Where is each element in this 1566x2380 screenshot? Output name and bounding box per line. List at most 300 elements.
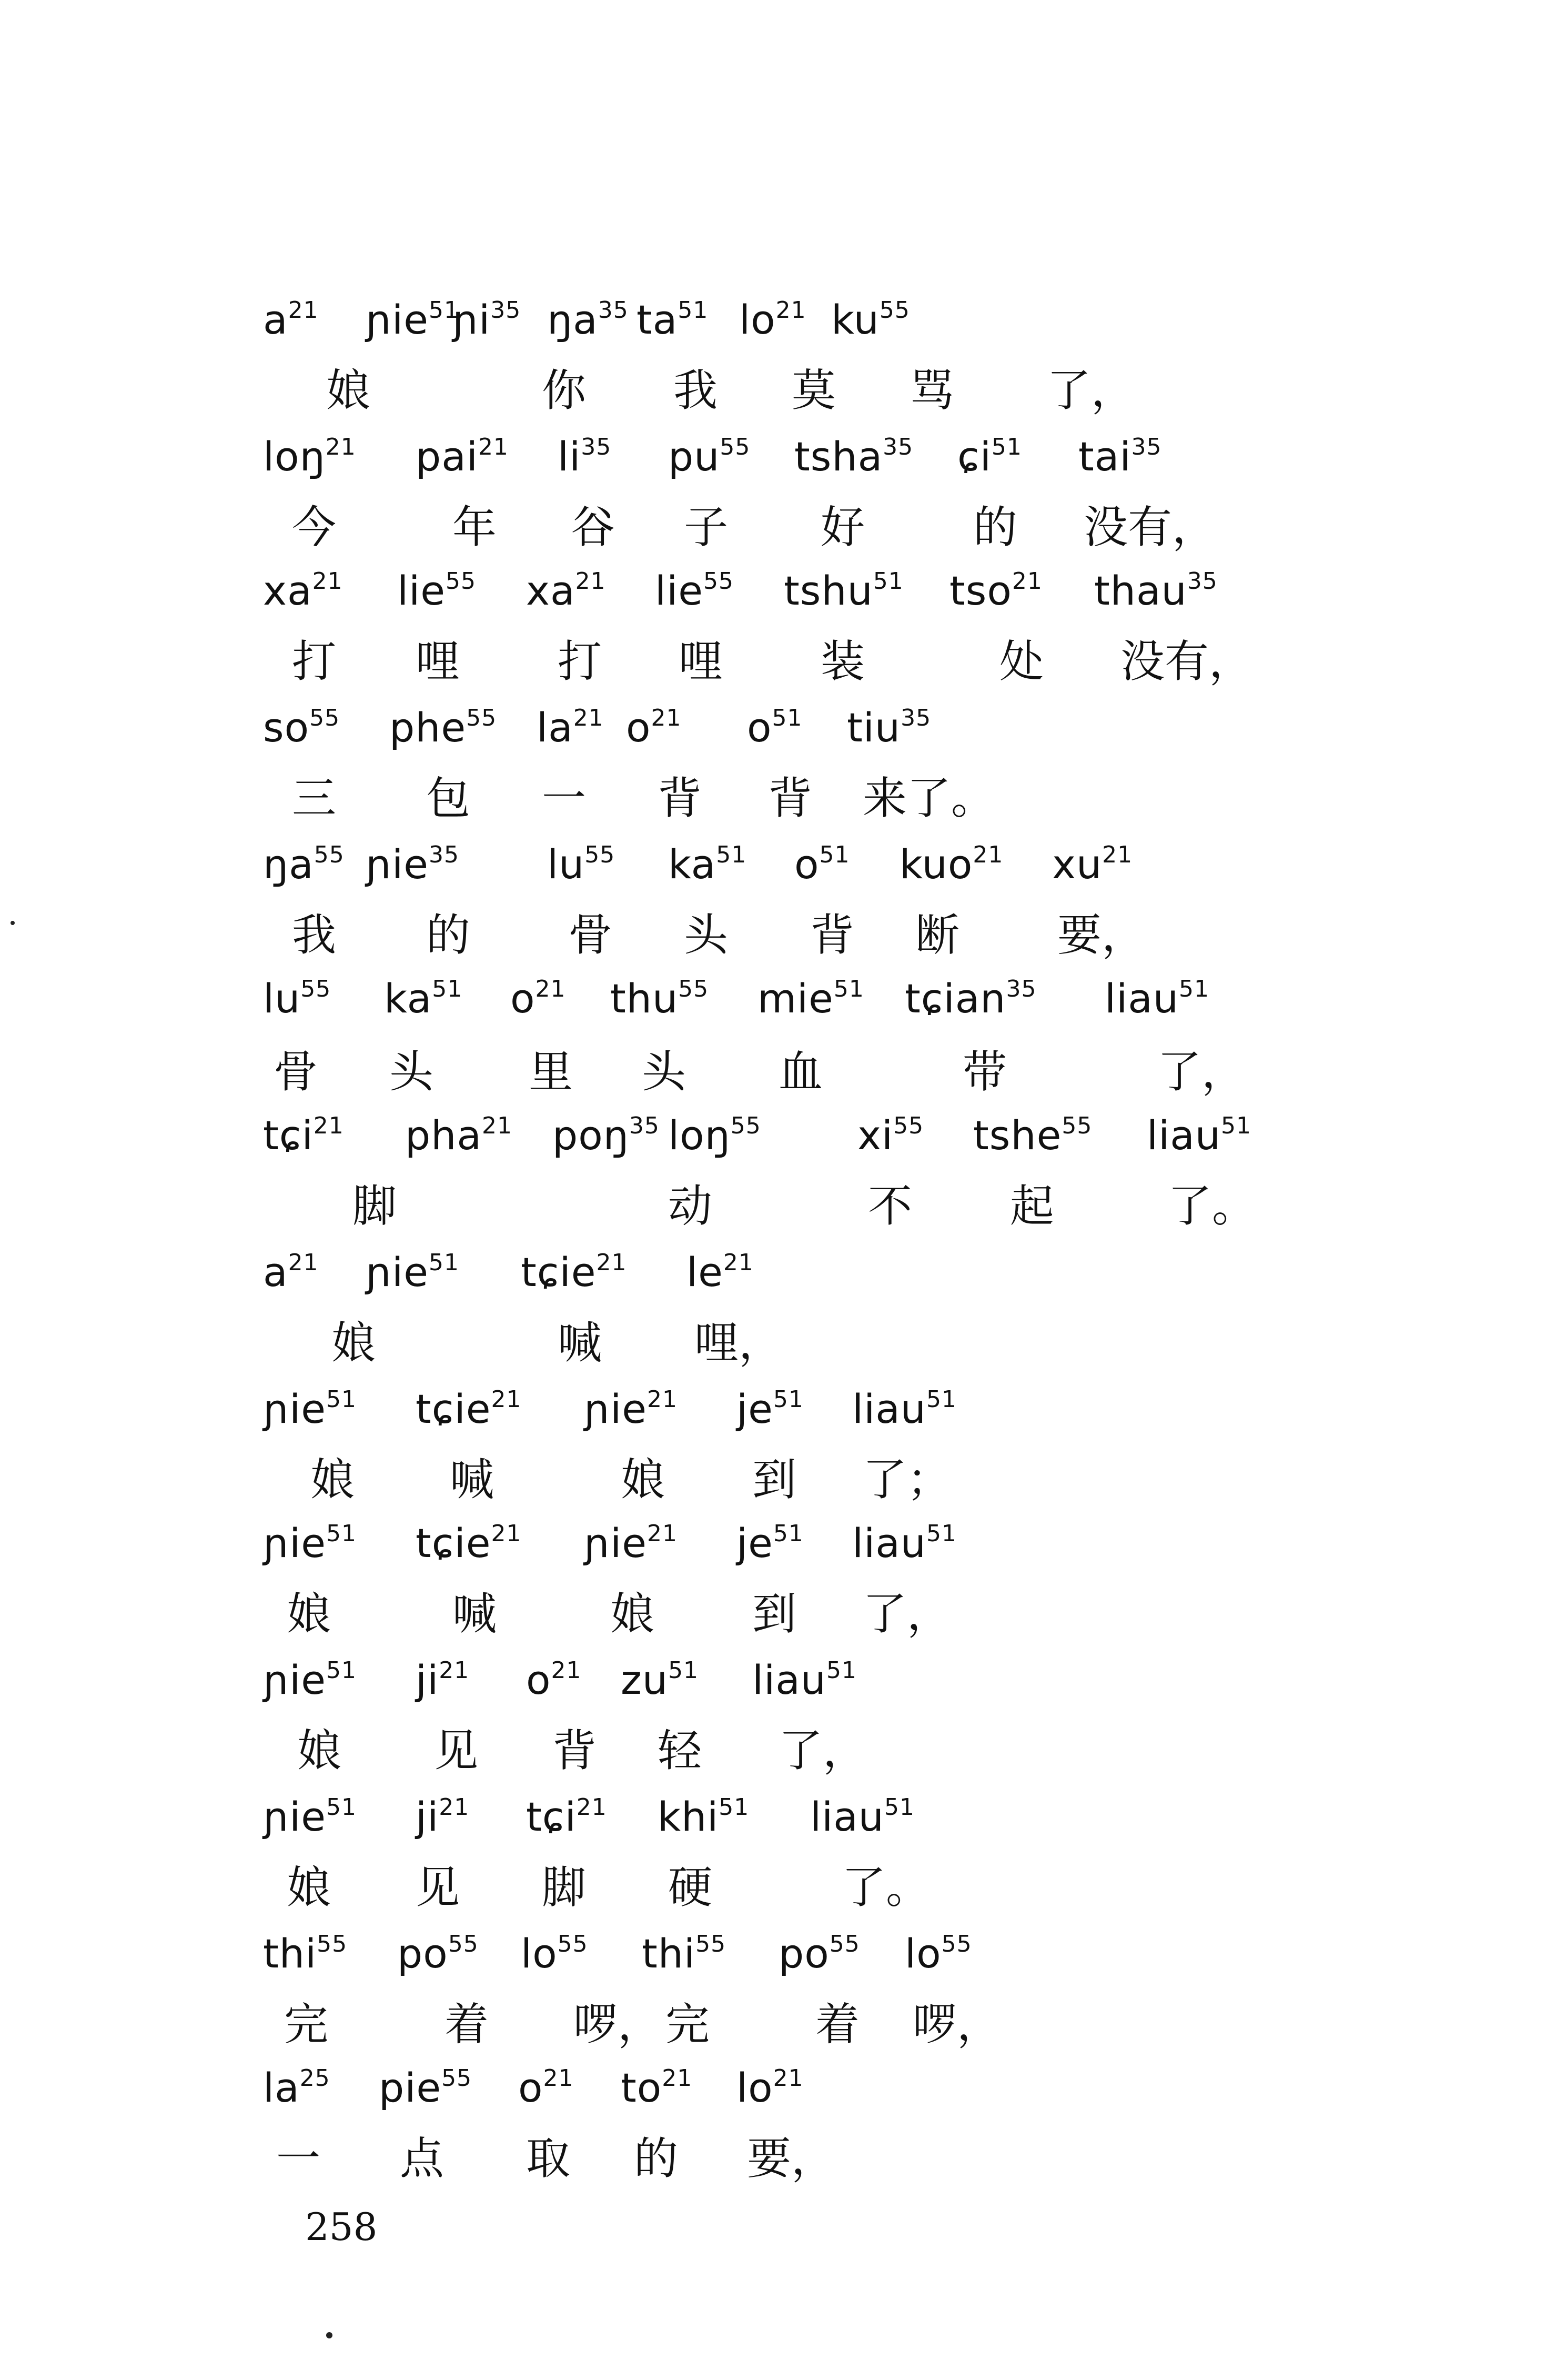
token-text: ɲie bbox=[263, 1793, 326, 1840]
gloss-character bbox=[1084, 501, 1217, 553]
syllable bbox=[655, 567, 734, 614]
gloss-character bbox=[389, 1046, 434, 1098]
syllable bbox=[584, 1520, 678, 1566]
gloss-character bbox=[1057, 909, 1146, 961]
gloss-character bbox=[913, 1999, 1002, 2050]
token-text: 打 bbox=[292, 636, 337, 687]
syllable bbox=[636, 296, 709, 343]
tone-number: 51 bbox=[819, 841, 850, 868]
token-text: 喊 bbox=[452, 1588, 497, 1640]
gloss-character bbox=[310, 1454, 355, 1505]
token-text: 脚 bbox=[542, 1862, 587, 1913]
tone-number: 55 bbox=[300, 976, 331, 1002]
page-number: 258 bbox=[305, 2205, 378, 2249]
tone-number: 51 bbox=[991, 434, 1022, 460]
tone-number: 51 bbox=[1178, 976, 1209, 1002]
gloss-character bbox=[863, 1588, 952, 1640]
token-text: 娘 bbox=[331, 1317, 376, 1369]
syllable bbox=[668, 433, 751, 480]
token-text: pie bbox=[379, 2064, 442, 2111]
gloss-character bbox=[292, 636, 337, 687]
token-text: 点 bbox=[400, 2133, 444, 2184]
tone-number: 35 bbox=[490, 297, 521, 324]
token-text: loŋ bbox=[263, 433, 326, 480]
syllable bbox=[1147, 1112, 1251, 1159]
token-text: ɕi bbox=[957, 433, 992, 480]
syllable bbox=[366, 841, 459, 888]
syllable bbox=[547, 296, 629, 343]
gloss-character bbox=[863, 772, 996, 824]
token-text: tshu bbox=[784, 567, 873, 614]
token-text: 娘 bbox=[297, 1725, 342, 1776]
syllable bbox=[747, 704, 803, 751]
token-text: 到 bbox=[752, 1588, 797, 1640]
gloss-character bbox=[1168, 1180, 1257, 1232]
syllable bbox=[416, 1520, 522, 1566]
gloss-character bbox=[1157, 1046, 1246, 1098]
tone-number: 21 bbox=[1102, 841, 1133, 868]
gloss-character bbox=[634, 2133, 679, 2184]
syllable bbox=[905, 1930, 972, 1977]
token-text: xu bbox=[1052, 841, 1103, 888]
tone-number: 21 bbox=[288, 297, 319, 324]
token-text: 一 bbox=[542, 772, 587, 824]
tone-number: 55 bbox=[1062, 1112, 1093, 1139]
tone-number: 55 bbox=[584, 841, 615, 868]
tone-number: 55 bbox=[730, 1112, 761, 1139]
tone-number: 51 bbox=[873, 568, 904, 595]
token-text: 啰， bbox=[573, 1999, 662, 2050]
tone-number: 35 bbox=[1006, 976, 1037, 1002]
gloss-character bbox=[292, 772, 337, 824]
tone-number: 21 bbox=[551, 1657, 582, 1684]
syllable bbox=[263, 1112, 344, 1159]
syllable bbox=[957, 433, 1022, 480]
gloss-character bbox=[558, 1317, 602, 1369]
chinese-gloss-line bbox=[0, 2133, 1566, 2226]
token-text: ji bbox=[416, 1656, 439, 1703]
syllable bbox=[366, 1249, 459, 1296]
syllable bbox=[397, 567, 476, 614]
tone-number: 21 bbox=[576, 1794, 607, 1821]
tone-number: 55 bbox=[879, 297, 910, 324]
token-text: 没有， bbox=[1120, 636, 1254, 687]
gloss-character bbox=[1120, 636, 1254, 687]
token-text: 背 bbox=[658, 772, 702, 824]
gloss-character bbox=[542, 365, 587, 416]
tone-number: 35 bbox=[883, 434, 914, 460]
token-text: tɕie bbox=[416, 1520, 491, 1566]
gloss-character bbox=[297, 1725, 342, 1776]
syllable bbox=[526, 1793, 607, 1840]
token-text: tɕi bbox=[526, 1793, 577, 1840]
token-text: le bbox=[686, 1249, 723, 1296]
gloss-character bbox=[287, 1862, 331, 1913]
syllable bbox=[263, 433, 356, 480]
token-text: 背 bbox=[810, 909, 855, 961]
gloss-character bbox=[284, 1999, 329, 2050]
syllable bbox=[405, 1112, 512, 1159]
token-text: 了。 bbox=[1168, 1180, 1257, 1232]
tone-number: 35 bbox=[629, 1112, 660, 1139]
tone-number: 21 bbox=[439, 1794, 470, 1821]
token-text: je bbox=[736, 1520, 773, 1566]
syllable bbox=[736, 1385, 804, 1432]
tone-number: 51 bbox=[884, 1794, 915, 1821]
tone-number: 51 bbox=[833, 976, 864, 1002]
syllable bbox=[779, 1930, 860, 1977]
syllable bbox=[794, 841, 850, 888]
syllable bbox=[416, 1793, 470, 1840]
token-text: 娘 bbox=[287, 1588, 331, 1640]
tone-number: 35 bbox=[901, 705, 932, 731]
gloss-character bbox=[779, 1725, 867, 1776]
tone-number: 51 bbox=[326, 1520, 357, 1547]
token-text: liau bbox=[1147, 1112, 1221, 1159]
token-text: po bbox=[397, 1930, 448, 1977]
token-text: 见 bbox=[434, 1725, 479, 1776]
gloss-character bbox=[610, 1588, 655, 1640]
token-text: thi bbox=[642, 1930, 696, 1977]
tone-number: 35 bbox=[1131, 434, 1162, 460]
token-text: lo bbox=[905, 1930, 942, 1977]
syllable bbox=[263, 1249, 319, 1296]
token-text: o bbox=[526, 1656, 551, 1703]
tone-number: 51 bbox=[719, 1794, 750, 1821]
token-text: la bbox=[263, 2064, 300, 2111]
tone-number: 35 bbox=[1187, 568, 1218, 595]
token-text: 娘 bbox=[310, 1454, 355, 1505]
token-text: lie bbox=[397, 567, 446, 614]
token-text: tɕian bbox=[905, 975, 1006, 1022]
scan-speck bbox=[11, 921, 15, 925]
gloss-character bbox=[658, 772, 702, 824]
token-text: ɲie bbox=[263, 1520, 326, 1566]
tone-number: 51 bbox=[428, 297, 459, 324]
token-text: 一 bbox=[276, 2133, 321, 2184]
syllable bbox=[757, 975, 864, 1022]
tone-number: 55 bbox=[829, 1931, 860, 1957]
gloss-character bbox=[679, 636, 723, 687]
token-text: 喊 bbox=[558, 1317, 602, 1369]
tone-number: 21 bbox=[575, 568, 606, 595]
token-text: 血 bbox=[779, 1046, 823, 1098]
token-text: 娘 bbox=[326, 365, 371, 416]
gloss-character bbox=[752, 1454, 797, 1505]
token-text: thau bbox=[1094, 567, 1187, 614]
tone-number: 51 bbox=[428, 1249, 459, 1276]
syllable bbox=[686, 1249, 754, 1296]
token-text: so bbox=[263, 704, 310, 751]
token-text: o bbox=[747, 704, 772, 751]
gloss-character bbox=[292, 501, 337, 553]
token-text: thi bbox=[263, 1930, 317, 1977]
token-text: 了； bbox=[863, 1454, 952, 1505]
gloss-character bbox=[326, 365, 371, 416]
syllable bbox=[537, 704, 604, 751]
token-text: o bbox=[510, 975, 536, 1022]
token-text: 起 bbox=[1010, 1180, 1055, 1232]
token-text: tɕi bbox=[263, 1112, 314, 1159]
gloss-character bbox=[665, 1999, 710, 2050]
gloss-character bbox=[558, 636, 602, 687]
syllable bbox=[1094, 567, 1218, 614]
gloss-character bbox=[658, 1725, 702, 1776]
syllable bbox=[547, 841, 615, 888]
syllable bbox=[857, 1112, 924, 1159]
syllable bbox=[416, 1656, 470, 1703]
token-text: 的 bbox=[634, 2133, 679, 2184]
gloss-character bbox=[821, 636, 865, 687]
gloss-character bbox=[642, 1046, 686, 1098]
token-text: ŋa bbox=[547, 296, 598, 343]
tone-number: 21 bbox=[481, 1112, 512, 1139]
gloss-character bbox=[752, 1588, 797, 1640]
token-text: a bbox=[263, 1249, 288, 1296]
gloss-character bbox=[450, 1454, 494, 1505]
token-text: li bbox=[558, 433, 581, 480]
tone-number: 51 bbox=[773, 1520, 804, 1547]
tone-number: 21 bbox=[535, 976, 566, 1002]
token-text: tɕie bbox=[521, 1249, 597, 1296]
gloss-character bbox=[810, 909, 855, 961]
token-text: liau bbox=[810, 1793, 884, 1840]
tone-number: 51 bbox=[926, 1386, 957, 1413]
syllable bbox=[949, 567, 1043, 614]
token-text: 你 bbox=[542, 365, 587, 416]
token-text: 啰， bbox=[913, 1999, 1002, 2050]
syllable bbox=[263, 1656, 357, 1703]
token-text: 年 bbox=[452, 501, 497, 553]
gloss-character bbox=[621, 1454, 665, 1505]
token-text: 头 bbox=[684, 909, 729, 961]
token-text: 今 bbox=[292, 501, 337, 553]
tone-number: 55 bbox=[695, 1931, 726, 1957]
token-text: xa bbox=[263, 567, 312, 614]
tone-number: 21 bbox=[325, 434, 356, 460]
token-text: 着 bbox=[815, 1999, 860, 2050]
token-text: 子 bbox=[684, 501, 729, 553]
tone-number: 21 bbox=[312, 568, 343, 595]
token-text: 骨 bbox=[274, 1046, 318, 1098]
token-text: 哩 bbox=[416, 636, 460, 687]
gloss-character bbox=[542, 772, 587, 824]
tone-number: 55 bbox=[678, 976, 709, 1002]
syllable bbox=[263, 1385, 357, 1432]
token-text: 娘 bbox=[610, 1588, 655, 1640]
token-text: loŋ bbox=[668, 1112, 731, 1159]
syllable bbox=[610, 975, 709, 1022]
token-text: phe bbox=[389, 704, 467, 751]
token-text: 娘 bbox=[287, 1862, 331, 1913]
gloss-character bbox=[426, 772, 471, 824]
token-text: liau bbox=[1105, 975, 1179, 1022]
syllable bbox=[366, 296, 459, 343]
tone-number: 21 bbox=[596, 1249, 627, 1276]
syllable bbox=[452, 296, 521, 343]
token-text: o bbox=[518, 2064, 543, 2111]
tone-number: 21 bbox=[478, 434, 509, 460]
syllable bbox=[263, 1930, 348, 1977]
tone-number: 51 bbox=[926, 1520, 957, 1547]
tone-number: 35 bbox=[428, 841, 459, 868]
tone-number: 51 bbox=[1220, 1112, 1251, 1139]
syllable bbox=[973, 1112, 1093, 1159]
token-text: ji bbox=[416, 1793, 439, 1840]
tone-number: 55 bbox=[466, 705, 497, 731]
token-text: xa bbox=[526, 567, 575, 614]
gloss-character bbox=[292, 909, 337, 961]
gloss-character bbox=[821, 501, 865, 553]
token-text: xi bbox=[857, 1112, 894, 1159]
token-text: 了， bbox=[1047, 365, 1136, 416]
syllable bbox=[384, 975, 463, 1022]
tone-number: 51 bbox=[716, 841, 747, 868]
token-text: 喊 bbox=[450, 1454, 494, 1505]
token-text: lu bbox=[547, 841, 585, 888]
token-text: 头 bbox=[642, 1046, 686, 1098]
syllable bbox=[518, 2064, 574, 2111]
token-text: lie bbox=[655, 567, 703, 614]
gloss-character bbox=[842, 1862, 931, 1913]
token-text: 的 bbox=[973, 501, 1018, 553]
gloss-character bbox=[910, 365, 955, 416]
tone-number: 55 bbox=[448, 1931, 479, 1957]
tone-number: 21 bbox=[573, 705, 604, 731]
token-text: la bbox=[537, 704, 573, 751]
tone-number: 21 bbox=[723, 1249, 754, 1276]
syllable bbox=[621, 1656, 699, 1703]
tone-number: 21 bbox=[313, 1112, 344, 1139]
token-text: 我 bbox=[292, 909, 337, 961]
syllable bbox=[510, 975, 566, 1022]
syllable bbox=[810, 1793, 915, 1840]
token-text: 娘 bbox=[621, 1454, 665, 1505]
tone-number: 51 bbox=[772, 705, 803, 731]
token-text: ɲie bbox=[366, 296, 429, 343]
syllable bbox=[416, 1385, 522, 1432]
syllable bbox=[526, 567, 606, 614]
token-text: 打 bbox=[558, 636, 602, 687]
token-text: o bbox=[626, 704, 651, 751]
token-text: ɲi bbox=[452, 296, 491, 343]
syllable bbox=[668, 1112, 761, 1159]
gloss-character bbox=[542, 1862, 587, 1913]
syllable bbox=[752, 1656, 857, 1703]
token-text: 见 bbox=[416, 1862, 460, 1913]
token-text: 处 bbox=[999, 636, 1044, 687]
token-text: 着 bbox=[444, 1999, 489, 2050]
gloss-character bbox=[571, 501, 615, 553]
syllable bbox=[852, 1520, 957, 1566]
tone-number: 55 bbox=[941, 1931, 972, 1957]
token-text: 脚 bbox=[352, 1180, 397, 1232]
token-text: 取 bbox=[526, 2133, 571, 2184]
token-text: thu bbox=[610, 975, 679, 1022]
token-text: 带 bbox=[963, 1046, 1007, 1098]
gloss-character bbox=[452, 501, 497, 553]
token-text: 骨 bbox=[568, 909, 613, 961]
syllable bbox=[658, 1793, 750, 1840]
syllable bbox=[852, 1385, 957, 1432]
token-text: ɲie bbox=[366, 841, 429, 888]
gloss-character bbox=[868, 1180, 913, 1232]
token-text: 哩， bbox=[694, 1317, 783, 1369]
syllable bbox=[642, 1930, 726, 1977]
token-text: tshe bbox=[973, 1112, 1062, 1159]
gloss-character bbox=[999, 636, 1044, 687]
token-text: liau bbox=[852, 1385, 926, 1432]
syllable bbox=[263, 704, 340, 751]
token-text: o bbox=[794, 841, 820, 888]
tone-number: 21 bbox=[288, 1249, 319, 1276]
token-text: ta bbox=[636, 296, 678, 343]
syllable bbox=[263, 975, 331, 1022]
syllable bbox=[521, 1930, 588, 1977]
syllable bbox=[389, 704, 497, 751]
gloss-character bbox=[274, 1046, 318, 1098]
token-text: je bbox=[736, 1385, 773, 1432]
token-text: ɲie bbox=[263, 1656, 326, 1703]
token-text: pai bbox=[416, 433, 478, 480]
syllable bbox=[558, 433, 612, 480]
gloss-character bbox=[863, 1454, 952, 1505]
token-text: tɕie bbox=[416, 1385, 491, 1432]
tone-number: 51 bbox=[678, 297, 709, 324]
token-text: po bbox=[779, 1930, 830, 1977]
syllable bbox=[263, 1793, 357, 1840]
tone-number: 51 bbox=[326, 1386, 357, 1413]
tone-number: 21 bbox=[651, 705, 682, 731]
syllable bbox=[794, 433, 914, 480]
gloss-character bbox=[452, 1588, 497, 1640]
token-text: 完 bbox=[284, 1999, 329, 2050]
syllable bbox=[831, 296, 910, 343]
token-text: 里 bbox=[529, 1046, 573, 1098]
gloss-character bbox=[529, 1046, 573, 1098]
syllable bbox=[263, 2064, 330, 2111]
token-text: 了， bbox=[779, 1725, 867, 1776]
syllable bbox=[1052, 841, 1133, 888]
token-text: 骂 bbox=[910, 365, 955, 416]
syllable bbox=[1105, 975, 1209, 1022]
tone-number: 51 bbox=[826, 1657, 857, 1684]
tone-number: 25 bbox=[299, 2065, 330, 2092]
syllable bbox=[263, 841, 345, 888]
tone-number: 21 bbox=[543, 2065, 574, 2092]
gloss-character bbox=[915, 909, 960, 961]
token-text: to bbox=[621, 2064, 662, 2111]
scan-speck bbox=[326, 2332, 332, 2338]
syllable bbox=[736, 1520, 804, 1566]
tone-number: 21 bbox=[646, 1386, 678, 1413]
gloss-character bbox=[568, 909, 613, 961]
gloss-character bbox=[416, 636, 460, 687]
gloss-character bbox=[668, 1180, 713, 1232]
token-text: liau bbox=[752, 1656, 826, 1703]
tone-number: 21 bbox=[973, 841, 1004, 868]
gloss-character bbox=[747, 2133, 836, 2184]
syllable bbox=[847, 704, 932, 751]
token-text: 硬 bbox=[668, 1862, 713, 1913]
gloss-character bbox=[573, 1999, 662, 2050]
tone-number: 55 bbox=[893, 1112, 924, 1139]
gloss-character bbox=[444, 1999, 489, 2050]
tone-number: 35 bbox=[598, 297, 629, 324]
gloss-character bbox=[426, 909, 471, 961]
token-text: 的 bbox=[426, 909, 471, 961]
syllable bbox=[397, 1930, 479, 1977]
